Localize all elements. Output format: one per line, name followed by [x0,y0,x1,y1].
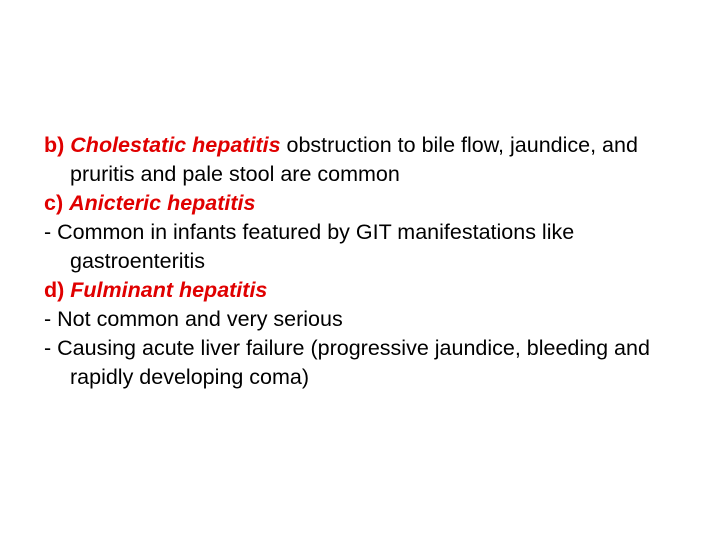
item-prefix-b: b) [44,133,71,157]
slide-body [44,131,704,392]
item-prefix-c: c) [44,191,70,215]
fulminant-paragraph [44,276,704,305]
cholestatic-description: obstruction to bile flow, jaundice, and pruritis and pale stool are common [70,133,638,186]
item-prefix-d: d) [44,278,71,302]
cholestatic-paragraph [44,131,704,189]
anicteric-heading: Anicteric hepatitis [69,191,256,215]
anicteric-paragraph [44,189,704,218]
fulminant-description-1: - Not common and very serious [44,307,343,331]
anicteric-description: - Common in infants featured by GIT manifestations like gastroenteritis [44,220,575,273]
cholestatic-heading: Cholestatic hepatitis [70,133,281,157]
fulminant-description-2: - Causing acute liver failure (progressive jaundice, bleeding and rapidly developing coma) [44,336,650,389]
fulminant-heading: Fulminant hepatitis [70,278,268,302]
